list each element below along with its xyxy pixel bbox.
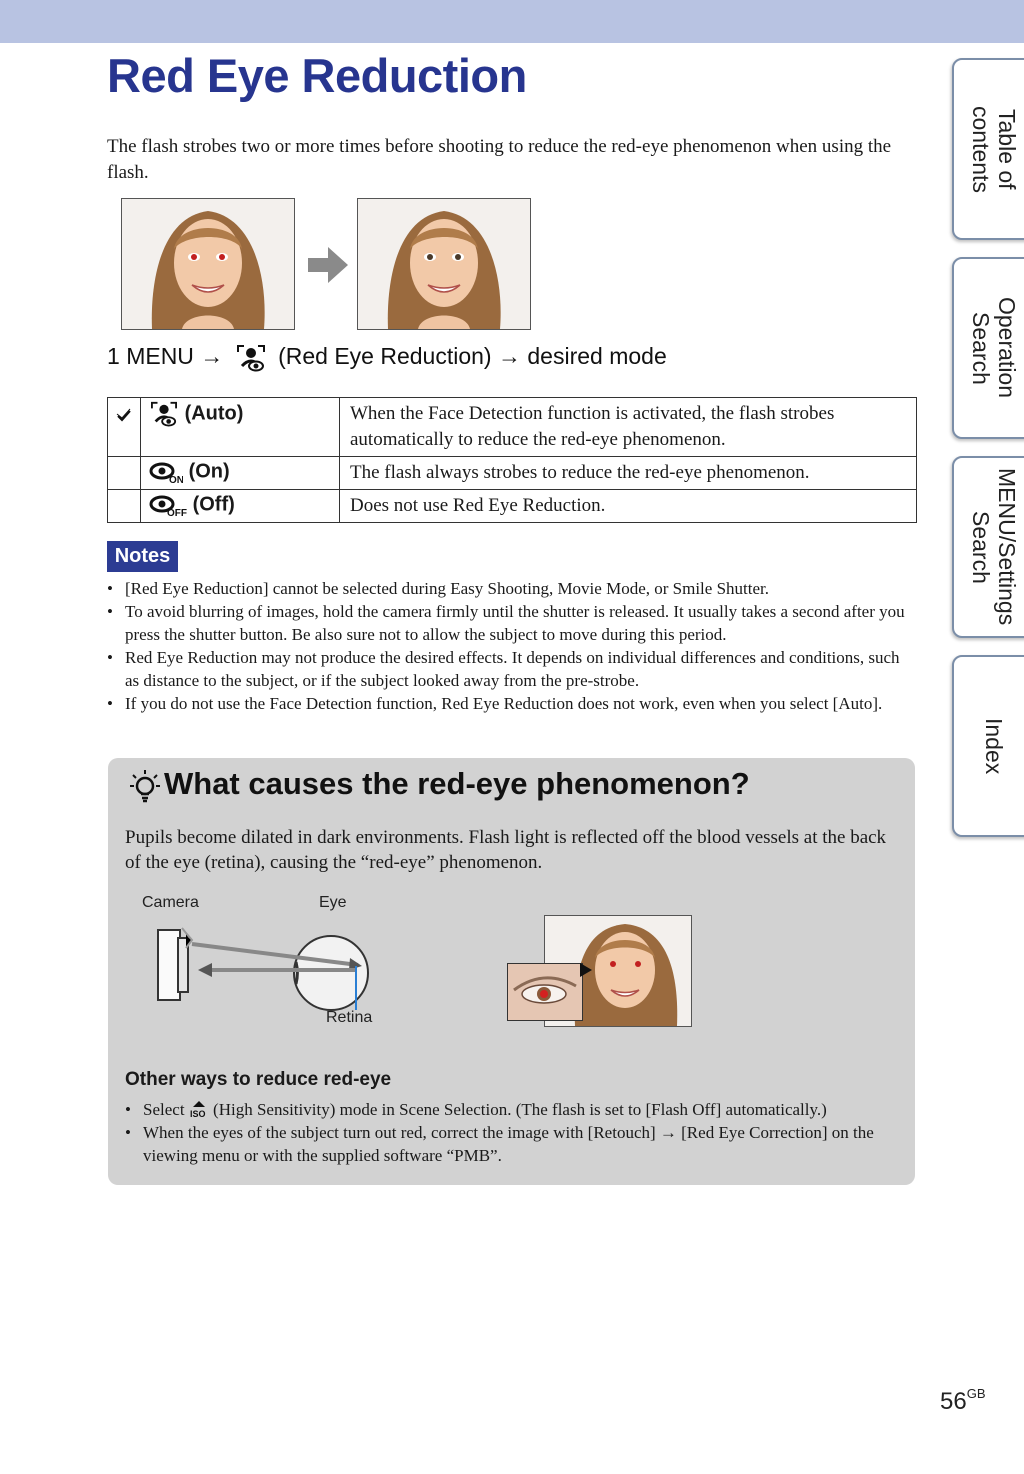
tab-label: Index: [981, 717, 1007, 775]
photo-after: [357, 198, 531, 330]
step-arrow: →: [200, 343, 224, 369]
photo-before: [121, 198, 295, 330]
other-way-text: Select: [143, 1100, 185, 1119]
retina-label: Retina: [326, 1009, 373, 1026]
red-eye-on-icon: [149, 460, 183, 484]
red-eye-auto-icon: [149, 401, 179, 427]
note-item: • Red Eye Reduction may not produce the desired effects. It depends on individual differences and conditions, such as distance to the subject, or if the subject looked away from the pre-strobe.: [107, 646, 917, 692]
tip-body: Pupils become dilated in dark environments. Flash light is reflected off the blood vessels at the back of the eye (retina), causing the “red-eye” phenomenon.: [125, 827, 887, 873]
page-suffix: GB: [966, 1386, 986, 1401]
step-instruction: [107, 343, 667, 372]
mode-description: When the Face Detection function is activated, the flash strobes automatically to reduce the red-eye phenomenon.: [340, 398, 917, 457]
lightbulb-icon: [128, 768, 162, 804]
svg-text:OFF: OFF: [167, 508, 187, 517]
red-eye-reduction-icon: [236, 344, 266, 372]
header-bar: [0, 0, 1024, 43]
notes-badge: Notes: [107, 541, 178, 572]
tab-table-of-contents[interactable]: [952, 58, 1024, 240]
step-item: (Red Eye Reduction): [278, 343, 492, 369]
table-row: [108, 398, 917, 457]
other-way-item: • When the eyes of the subject turn out red, correct the image with [Retouch] → [Red Eye Correction] on the viewing menu or with the supplied software “PMB”.: [125, 1121, 915, 1167]
step-number: 1: [107, 343, 120, 369]
mode-name-cell: [141, 398, 340, 457]
arrow-right-icon: [308, 247, 348, 283]
tab-operation-search[interactable]: [952, 257, 1024, 439]
mode-name: (Auto): [184, 402, 244, 425]
page-title: Red Eye Reduction: [107, 49, 527, 102]
tab-index[interactable]: [952, 655, 1024, 837]
tab-label: Table of contents: [968, 105, 1020, 193]
tab-label: MENU/Settings Search: [968, 468, 1020, 626]
page-number-value: 56: [940, 1388, 967, 1415]
notes-list: [107, 577, 917, 715]
mode-name: (On): [188, 460, 230, 483]
tab-menu-settings-search[interactable]: [952, 456, 1024, 638]
tip-title: [128, 766, 750, 804]
empty-check-cell: [108, 457, 141, 490]
selected-check-cell: [108, 398, 141, 457]
red-eye-diagram: [146, 918, 386, 1018]
other-way-item: [125, 1098, 915, 1121]
red-eye-closeup: [507, 963, 583, 1021]
svg-text:ON: ON: [169, 475, 183, 484]
mode-description: Does not use Red Eye Reduction.: [340, 490, 917, 523]
mode-name-cell: [141, 457, 340, 490]
high-sensitivity-icon: [189, 1100, 209, 1118]
note-item: • [Red Eye Reduction] cannot be selected during Easy Shooting, Movie Mode, or Smile Shutter.: [107, 577, 917, 600]
tip-title-text: What causes the red-eye phenomenon?: [164, 766, 750, 801]
camera-label: Camera: [142, 894, 199, 911]
tab-label: Operation Search: [968, 297, 1020, 399]
step-menu: MENU: [126, 343, 194, 369]
check-icon: [115, 408, 133, 424]
other-way-text: (High Sensitivity) mode in Scene Selection. (The flash is set to [Flash Off] automatically.): [213, 1100, 827, 1119]
table-row: [108, 457, 917, 490]
page-number: [940, 1388, 986, 1416]
svg-text:ISO: ISO: [189, 1109, 206, 1118]
mode-name: (Off): [192, 493, 235, 516]
other-ways-title: Other ways to reduce red-eye: [125, 1069, 392, 1090]
table-row: [108, 490, 917, 523]
red-eye-off-icon: [149, 493, 187, 517]
mode-name-cell: [141, 490, 340, 523]
note-item: • If you do not use the Face Detection function, Red Eye Reduction does not work, even when you select [Auto].: [107, 692, 917, 715]
step-target: desired mode: [527, 343, 667, 369]
empty-check-cell: [108, 490, 141, 523]
mode-description: The flash always strobes to reduce the red-eye phenomenon.: [340, 457, 917, 490]
step-arrow-2: →: [497, 343, 521, 369]
tip-box: [108, 758, 915, 1185]
modes-table: [107, 397, 917, 523]
intro-text: The flash strobes two or more times before shooting to reduce the red-eye phenomenon when using the flash.: [107, 136, 892, 183]
eye-label: Eye: [319, 894, 347, 911]
pointer-icon: [580, 963, 592, 977]
note-item: • To avoid blurring of images, hold the camera firmly until the shutter is released. It usually takes a second after you press the shutter button. Be also sure not to allow the subject to move during this period.: [107, 600, 917, 646]
other-ways-list: [125, 1098, 915, 1167]
